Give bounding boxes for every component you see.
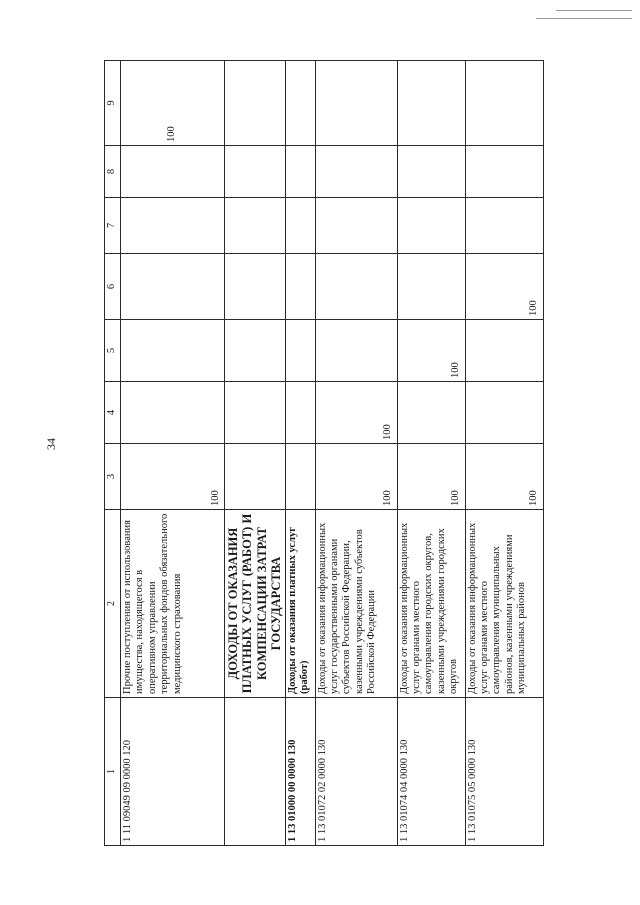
header-col-3: 3 [105,444,121,510]
row-value [465,146,543,198]
header-col-4: 4 [105,382,121,444]
table-row [465,61,543,846]
row-name: Доходы от оказания информационных услуг органами местного самоуправления городских округов, казенными учреждениями городских округов [397,510,465,698]
row-value [225,146,286,198]
row-value [285,61,315,146]
row-value [465,61,543,146]
page-number: 34 [44,438,58,450]
row-value [397,198,465,254]
row-value [315,320,397,382]
row-code: 1 11 09049 09 0000 120 [121,698,225,846]
row-value: 100 [121,444,225,510]
row-value [225,61,286,146]
row-code: 1 13 01072 02 0000 130 [315,698,397,846]
row-value [285,382,315,444]
header-col-9: 9 [105,61,121,146]
row-value: 100 [465,254,543,320]
row-value: 100 [121,61,225,146]
row-value [315,254,397,320]
row-value [285,254,315,320]
row-value: 100 [465,444,543,510]
header-col-8: 8 [105,146,121,198]
row-name: Доходы от оказания информационных услуг органами местного самоуправления муниципальных районов, казенными учреждениями муниципальных районов [465,510,543,698]
row-value [285,146,315,198]
header-row [105,61,121,846]
row-value [225,198,286,254]
row-code [225,698,286,846]
row-value [225,382,286,444]
header-col-6: 6 [105,254,121,320]
row-value [465,320,543,382]
scan-mark-top-right-1 [556,10,632,11]
row-code: 1 13 01000 00 0000 130 [285,698,315,846]
row-value [285,198,315,254]
row-value [285,444,315,510]
table-row [121,61,225,846]
row-value [315,146,397,198]
revenue-table [104,61,540,846]
table-row [225,61,286,846]
row-value: 100 [397,320,465,382]
row-value [315,61,397,146]
row-value [397,61,465,146]
table-row [397,61,465,846]
row-value [397,254,465,320]
row-name: Прочие поступления от использования имущества, находящегося в оперативном управлении территориальных фондов обязательного медицинского страхования [121,510,225,698]
table-row [285,61,315,846]
row-value [121,146,225,198]
header-col-2: 2 [105,510,121,698]
row-value: 100 [315,382,397,444]
row-value [315,198,397,254]
row-value [465,198,543,254]
row-value [225,444,286,510]
scan-mark-top-right-2 [536,18,632,19]
row-value [121,198,225,254]
row-value: 100 [397,444,465,510]
header-col-5: 5 [105,320,121,382]
row-value [225,320,286,382]
row-value [465,382,543,444]
row-value [121,320,225,382]
row-value [225,254,286,320]
header-col-1: 1 [105,698,121,846]
row-value [397,146,465,198]
row-value [397,382,465,444]
row-value [121,254,225,320]
table-row [315,61,397,846]
row-code: 1 13 01074 04 0000 130 [397,698,465,846]
row-value [285,320,315,382]
row-name: Доходы от оказания платных услуг (работ) [285,510,315,698]
header-col-7: 7 [105,198,121,254]
row-value: 100 [315,444,397,510]
section-title: ДОХОДЫ ОТ ОКАЗАНИЯ ПЛАТНЫХ УСЛУГ (РАБОТ) И КОМПЕНСАЦИИ ЗАТРАТ ГОСУДАРСТВА [225,510,286,698]
row-value [121,382,225,444]
row-code: 1 13 01075 05 0000 130 [465,698,543,846]
row-name: Доходы от оказания информационных услуг государственными органами субъектов Российской Федерации, казенными учреждениями субъектов Российской Федерации [315,510,397,698]
